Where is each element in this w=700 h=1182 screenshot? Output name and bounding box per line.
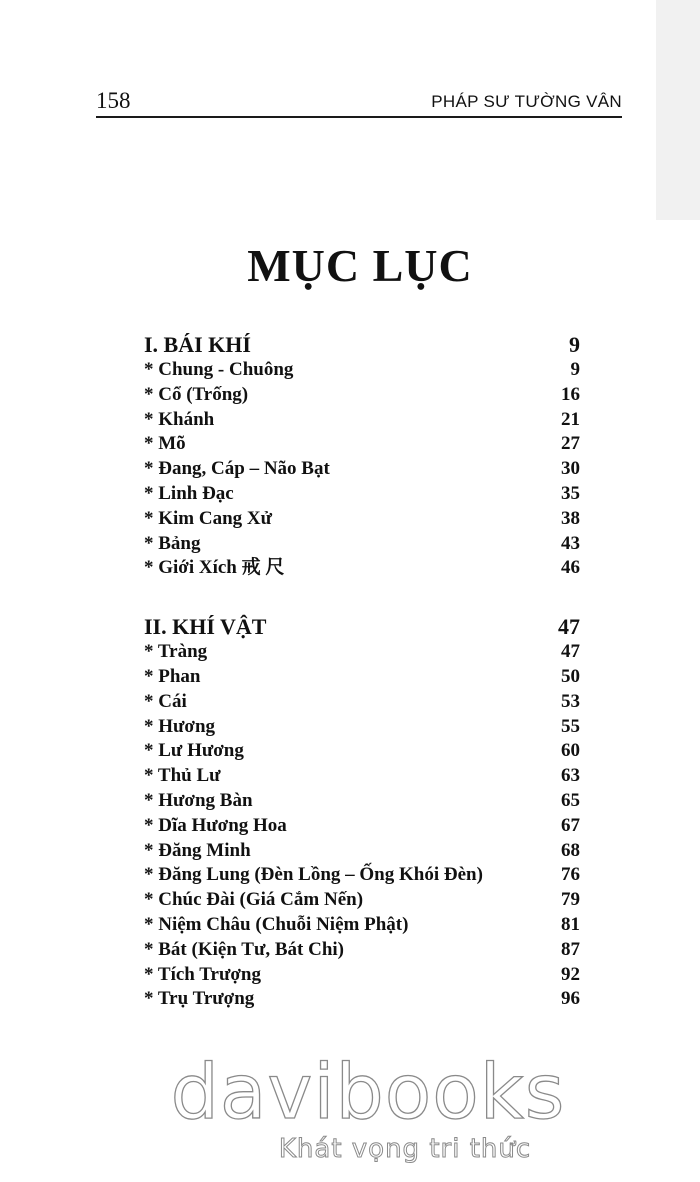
toc-entry-label: * Bảng — [144, 532, 201, 554]
toc-title: MỤC LỤC — [247, 240, 473, 291]
toc-entry — [144, 789, 580, 814]
toc-entry-page: 63 — [561, 765, 580, 787]
page-edge-shadow — [656, 0, 700, 220]
toc-entry-label: * Hương — [144, 715, 216, 737]
toc-entry-label: * Phan — [144, 665, 201, 687]
toc-entry — [144, 507, 580, 532]
toc-entry-label: * Lư Hương — [144, 740, 244, 762]
toc-entry-page: 27 — [561, 433, 580, 455]
toc-entry-label: * Niệm Châu (Chuỗi Niệm Phật) — [144, 913, 409, 935]
toc-entry-label: * Cái — [144, 690, 187, 712]
toc-entry — [144, 432, 580, 457]
toc-entry-page: 30 — [561, 458, 580, 480]
toc-section-bai-khi — [144, 332, 580, 581]
table-of-contents — [144, 332, 580, 1045]
toc-entry-page: 16 — [561, 383, 580, 405]
watermark-brand: davibooks — [170, 1047, 566, 1136]
toc-entry-label: * Linh Đạc — [144, 482, 234, 504]
toc-entry-page: 87 — [561, 938, 580, 960]
toc-entry — [144, 715, 580, 740]
toc-entry — [144, 764, 580, 789]
toc-entry-page: 76 — [561, 864, 580, 886]
toc-entry-page: 35 — [561, 482, 580, 504]
toc-entry-label: * Dĩa Hương Hoa — [144, 814, 287, 836]
toc-entry — [144, 690, 580, 715]
toc-entry-page: 53 — [561, 690, 580, 712]
toc-entry-label: * Đăng Lung (Đèn Lồng – Ống Khói Đèn) — [144, 864, 483, 886]
toc-entry — [144, 888, 580, 913]
toc-entry-page: 43 — [561, 532, 580, 554]
toc-entry-label: * Hương Bàn — [144, 789, 253, 811]
toc-entry-page: 55 — [561, 715, 580, 737]
toc-entry-page: 67 — [561, 814, 580, 836]
toc-entry-label: * Cổ (Trống) — [144, 383, 249, 405]
toc-entry-page: 96 — [561, 988, 580, 1010]
toc-entry-label: * Bát (Kiện Tư, Bát Chi) — [144, 938, 345, 960]
toc-entry-page: 68 — [561, 839, 580, 861]
toc-entry-label: * Giới Xích 戒 尺 — [144, 557, 285, 579]
page-number: 158 — [96, 88, 131, 113]
toc-entry — [144, 408, 580, 433]
section-heading-page: 9 — [569, 332, 580, 357]
toc-entry — [144, 839, 580, 864]
toc-entry — [144, 814, 580, 839]
running-title: PHÁP SƯ TƯỜNG VÂN — [431, 92, 622, 111]
watermark — [0, 1047, 700, 1164]
toc-entry-page: 46 — [561, 557, 580, 579]
toc-entry-label: * Tích Trượng — [144, 963, 261, 985]
toc-entry — [144, 640, 580, 665]
toc-entry-page: 9 — [570, 359, 580, 380]
toc-entry-page: 60 — [561, 740, 580, 762]
toc-entry-label: * Trụ Trượng — [144, 988, 255, 1010]
toc-entry-page: 81 — [561, 913, 580, 935]
toc-entry — [144, 987, 580, 1012]
toc-entry — [144, 358, 580, 383]
toc-entry — [144, 457, 580, 482]
toc-entry-page: 50 — [561, 665, 580, 687]
section-heading — [144, 332, 580, 358]
toc-entry — [144, 383, 580, 408]
toc-section-khi-vat — [144, 614, 580, 1012]
toc-entry-label: * Chung - Chuông — [144, 359, 294, 380]
toc-entry-page: 47 — [561, 641, 580, 663]
section-heading — [144, 614, 580, 640]
toc-entry-page: 38 — [561, 507, 580, 529]
toc-entry-page: 79 — [561, 889, 580, 911]
section-heading-label: II. KHÍ VẬT — [144, 614, 267, 640]
toc-entry-page: 92 — [561, 963, 580, 985]
toc-entry-label: * Kim Cang Xử — [144, 507, 273, 529]
section-heading-label: I. BÁI KHÍ — [144, 332, 251, 357]
toc-entry-label: * Đang, Cáp – Não Bạt — [144, 458, 330, 480]
toc-entry-page: 21 — [561, 408, 580, 430]
toc-entry-label: * Tràng — [144, 641, 208, 663]
section-heading-page: 47 — [558, 614, 580, 640]
toc-entry-label: * Đăng Minh — [144, 839, 251, 861]
toc-entry — [144, 913, 580, 938]
toc-entry — [144, 556, 580, 581]
toc-entry-label: * Thủ Lư — [144, 765, 221, 787]
toc-entry — [144, 532, 580, 557]
toc-entry-label: * Mõ — [144, 433, 186, 455]
toc-entry — [144, 938, 580, 963]
toc-entry-label: * Khánh — [144, 408, 215, 430]
toc-entry-page: 65 — [561, 789, 580, 811]
watermark-tagline: Khát vọng tri thức — [278, 1134, 532, 1164]
running-header — [96, 86, 622, 118]
toc-entry — [144, 963, 580, 988]
toc-entry-label: * Chúc Đài (Giá Cắm Nến) — [144, 889, 364, 911]
toc-entry — [144, 482, 580, 507]
toc-entry — [144, 665, 580, 690]
toc-entry — [144, 739, 580, 764]
toc-entry — [144, 863, 580, 888]
